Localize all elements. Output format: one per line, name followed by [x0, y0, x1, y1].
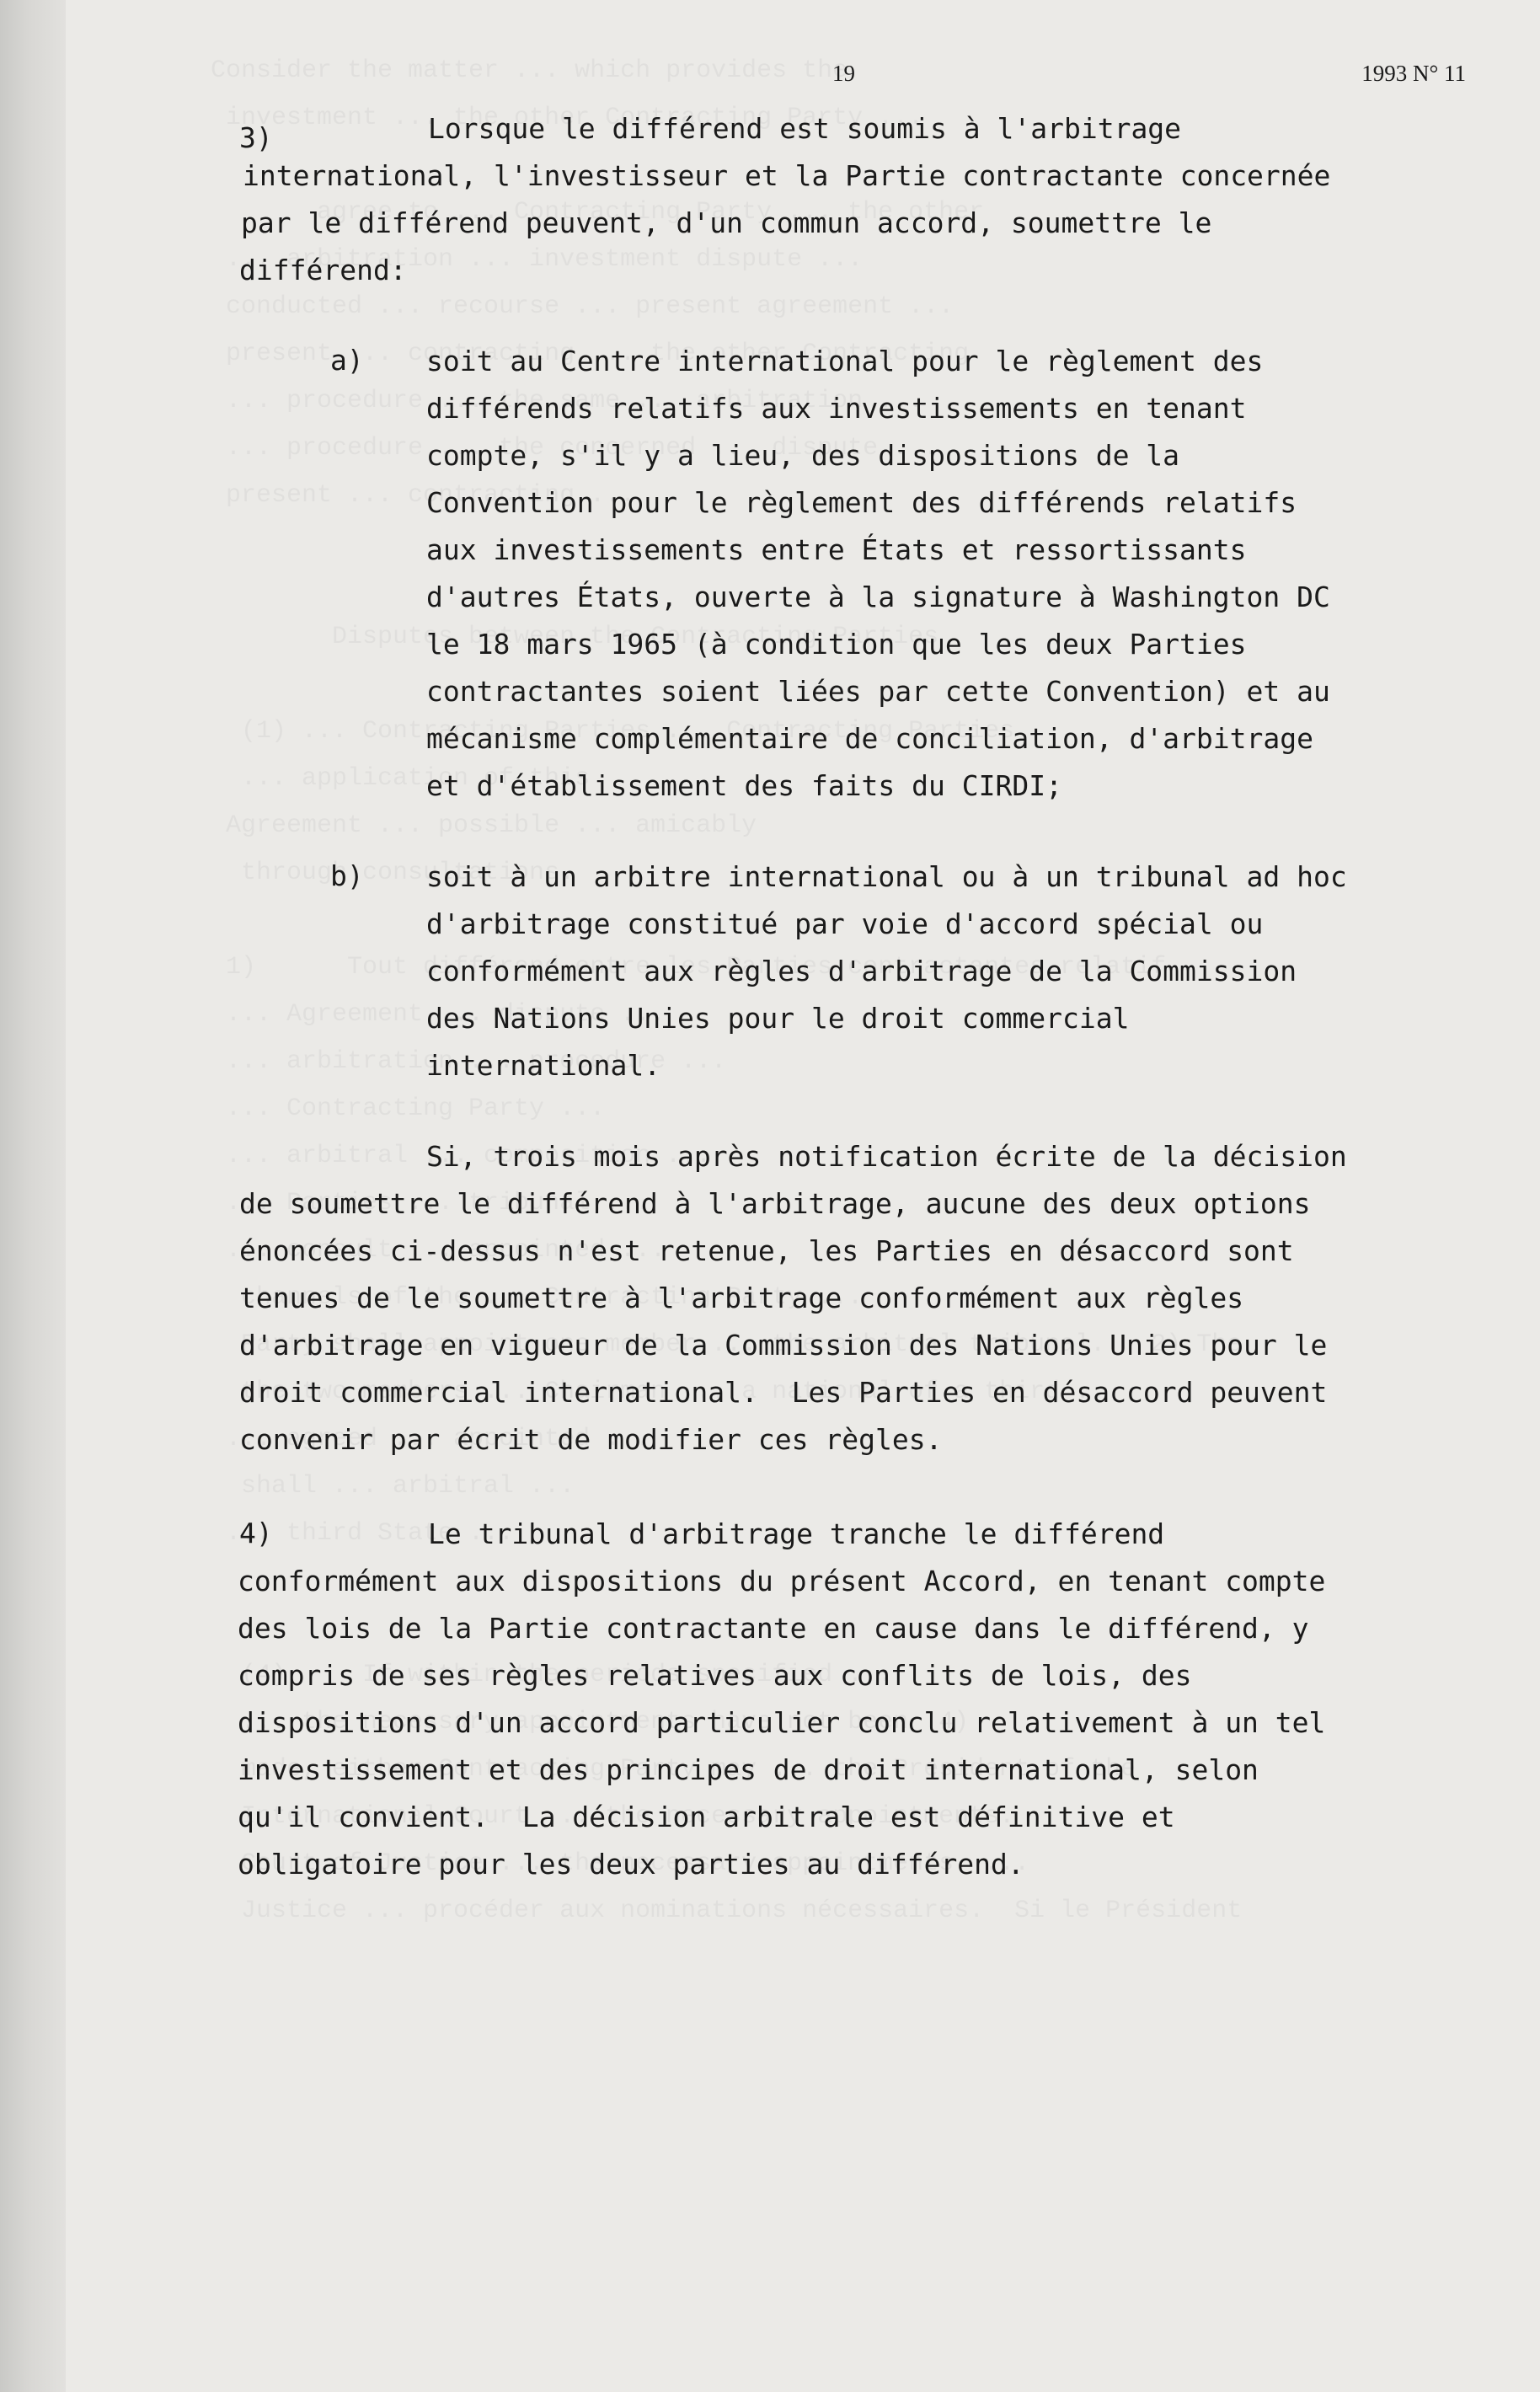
item-b-line: international. — [426, 1049, 661, 1082]
item-a-line: compte, s'il y a lieu, des dispositions de la — [426, 439, 1180, 472]
paragraph-3-line: Lorsque le différend est soumis à l'arbitrage — [428, 112, 1182, 145]
item-a-line: contractantes soient liées par cette Convention) et au — [426, 675, 1330, 708]
item-a-line: aux investissements entre États et ressortissants — [426, 533, 1247, 566]
item-a-line: Convention pour le règlement des différends relatifs — [426, 486, 1297, 519]
item-label: b) — [330, 859, 364, 892]
paragraph-4-line: investissement et des principes de droit international, selon — [238, 1753, 1259, 1786]
paragraph-si-line: de soumettre le différend à l'arbitrage, aucune des deux options — [239, 1187, 1311, 1220]
paragraph-3-line: par le différend peuvent, d'un commun accord, soumettre le — [241, 206, 1212, 239]
paragraph-si-line: droit commercial international. Les Parties en désaccord peuvent — [239, 1376, 1328, 1409]
item-b-line: d'arbitrage constitué par voie d'accord spécial ou — [426, 907, 1264, 940]
paragraph-number: 4) — [239, 1517, 273, 1549]
paragraph-3-line: international, l'investisseur et la Partie contractante concernée — [243, 159, 1331, 192]
item-b-line: des Nations Unies pour le droit commercial — [426, 1002, 1130, 1035]
page-number: 19 — [832, 61, 855, 86]
paragraph-4-line: qu'il convient. La décision arbitrale est définitive et — [238, 1801, 1175, 1833]
document-reference: 1993 N° 11 — [1361, 61, 1466, 86]
paragraph-number: 3) — [239, 121, 273, 154]
item-a-line: mécanisme complémentaire de conciliation, d'arbitrage — [426, 722, 1313, 755]
paragraph-4-line: Le tribunal d'arbitrage tranche le différend — [428, 1517, 1165, 1550]
paragraph-4-line: obligatoire pour les deux parties au différend. — [238, 1848, 1024, 1881]
paragraph-4-line: compris de ses règles relatives aux conflits de lois, des — [238, 1659, 1192, 1692]
item-label: a) — [330, 344, 364, 377]
paragraph-4-line: des lois de la Partie contractante en cause dans le différend, y — [238, 1612, 1309, 1645]
paragraph-si-line: convenir par écrit de modifier ces règles. — [239, 1423, 943, 1456]
paragraph-si-line: tenues de le soumettre à l'arbitrage conformément aux règles — [239, 1282, 1244, 1314]
paragraph-si-line: énoncées ci-dessus n'est retenue, les Parties en désaccord sont — [239, 1234, 1294, 1267]
item-a-line: et d'établissement des faits du CIRDI; — [426, 769, 1062, 802]
item-a-line: soit au Centre international pour le règlement des — [426, 345, 1264, 377]
item-a-line: le 18 mars 1965 (à condition que les deux Parties — [426, 628, 1247, 661]
item-a-line: d'autres États, ouverte à la signature à Washington DC — [426, 581, 1330, 613]
paragraph-3-line: différend: — [239, 254, 407, 286]
paragraph-4-line: conformément aux dispositions du présent Accord, en tenant compte — [238, 1565, 1326, 1597]
paragraph-4-line: dispositions d'un accord particulier conclu relativement à un tel — [238, 1706, 1326, 1739]
paragraph-si-line: d'arbitrage en vigueur de la Commission des Nations Unies pour le — [239, 1329, 1328, 1362]
paragraph-si-line: Si, trois mois après notification écrite de la décision — [426, 1140, 1347, 1173]
item-b-line: soit à un arbitre international ou à un tribunal ad hoc — [426, 860, 1347, 893]
item-a-line: différends relatifs aux investissements en tenant — [426, 392, 1247, 425]
item-b-line: conformément aux règles d'arbitrage de la Commission — [426, 955, 1297, 987]
